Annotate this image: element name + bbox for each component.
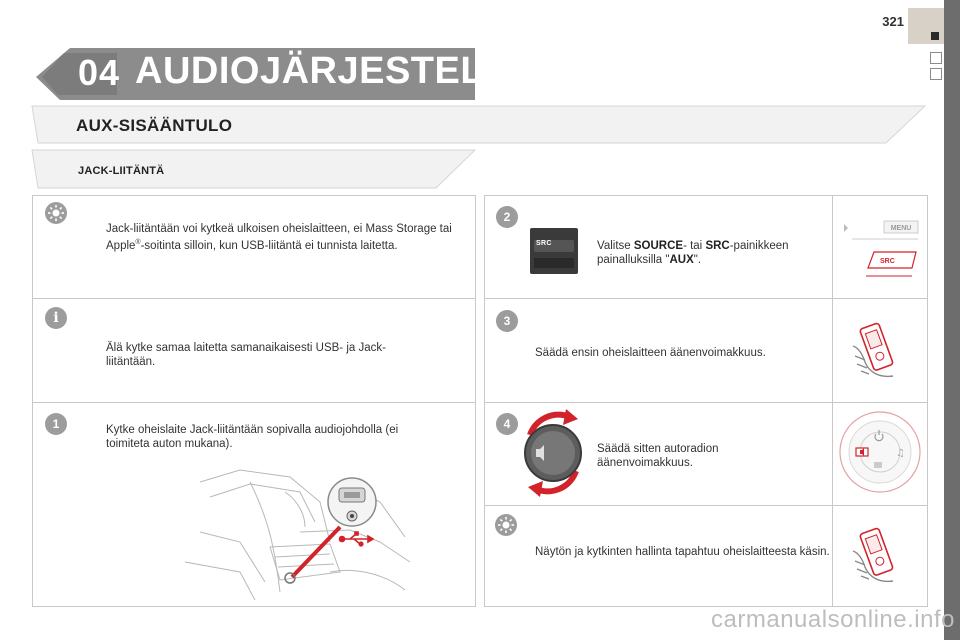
info-text: Älä kytke samaa laitetta samanaikaisesti USB- ja Jack-liitäntään.	[106, 342, 386, 368]
jack-socket-illustration	[324, 476, 380, 538]
car-console-illustration	[180, 462, 420, 602]
watermark: carmanualsonline.info	[711, 606, 955, 633]
svg-text:SRC: SRC	[880, 258, 895, 265]
page-number: 321	[882, 14, 904, 29]
step-badge-4: 4	[496, 413, 518, 435]
chapter-number: 04	[78, 52, 121, 93]
src-button-photo: SRC	[530, 228, 578, 274]
divider	[832, 195, 833, 607]
divider	[484, 298, 928, 299]
radio-panel-illustration	[838, 216, 922, 288]
divider	[32, 298, 476, 299]
tip-text-right: Näytön ja kytkinten hallinta tapahtuu oheislaitteesta käsin.	[535, 546, 830, 558]
step1-text: Kytke oheislaite Jack-liitäntään sopivalla audiojohdolla (ei toimiteta auton mukana).	[106, 424, 399, 450]
svg-text:♫: ♫	[896, 448, 905, 459]
volume-knob-illustration	[518, 405, 588, 501]
subsection-title: JACK-LIITÄNTÄ	[78, 165, 165, 177]
info-icon: i	[45, 307, 67, 329]
tip-text: Jack-liitäntään voi kytkeä ulkoisen oheislaitteen, ei Mass Storage tai Apple®-soitinta silloin, kun USB-liitäntä ei tunnista laitetta.	[106, 223, 452, 252]
step-badge-3: 3	[496, 310, 518, 332]
step-badge-1: 1	[45, 413, 67, 435]
divider	[484, 505, 928, 506]
hand-device-illustration	[845, 523, 909, 589]
step3-text: Säädä ensin oheislaitteen äänenvoimakkuus.	[535, 347, 766, 359]
divider	[484, 402, 928, 403]
step4-text: Säädä sitten autoradion äänenvoimakkuus.	[597, 443, 719, 469]
tip-sun-icon	[494, 513, 518, 537]
svg-text:MENU: MENU	[890, 225, 912, 232]
tip-sun-icon	[44, 201, 68, 225]
hand-device-illustration	[845, 318, 909, 384]
radio-volume-dial-illustration	[836, 408, 926, 498]
usb-icon	[338, 531, 374, 547]
chapter-title: AUDIOJÄRJESTELMÄ	[135, 50, 545, 92]
divider	[32, 402, 476, 403]
section-title: AUX-SISÄÄNTULO	[76, 116, 233, 135]
step-badge-2: 2	[496, 206, 518, 228]
step2-text: Valitse SOURCE- tai SRC-painikkeen painalluksilla "AUX".	[597, 240, 789, 266]
